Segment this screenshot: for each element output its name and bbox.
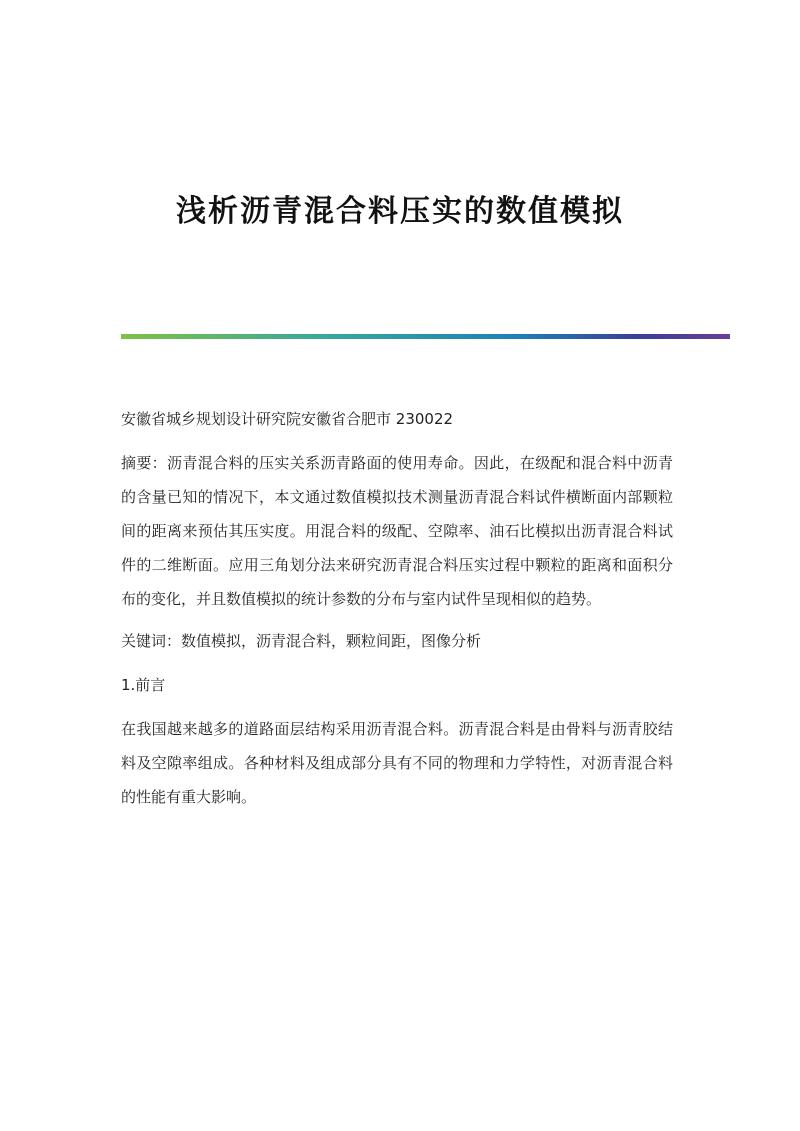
document-body (121, 402, 673, 822)
intro-paragraph: 在我国越来越多的道路面层结构采用沥青混合料。沥青混合料是由骨料与沥青胶结料及空隙率组成。各种材料及组成部分具有不同的物理和力学特性，对沥青混合料的性能有重大影响。 (121, 720, 673, 806)
abstract: 摘要：沥青混合料的压实关系沥青路面的使用寿命。因此，在级配和混合料中沥青的含量已知的情况下，本文通过数值模拟技术测量沥青混合料试件横断面内部颗粒间的距离来预估其压实度。用混合料的级配、空隙率、油石比模拟出沥青混合料试件的二维断面。应用三角划分法来研究沥青混合料压实过程中颗粒的距离和面积分布的变化，并且数值模拟的统计参数的分布与室内试件呈现相似的趋势。 (121, 454, 673, 608)
section-heading: 1.前言 (121, 676, 166, 694)
affiliation: 安徽省城乡规划设计研究院安徽省合肥市 230022 (121, 410, 454, 428)
title-divider (121, 334, 730, 339)
keywords: 关键词：数值模拟，沥青混合料，颗粒间距，图像分析 (121, 632, 482, 650)
document-title: 浅析沥青混合料压实的数值模拟 (176, 194, 624, 229)
